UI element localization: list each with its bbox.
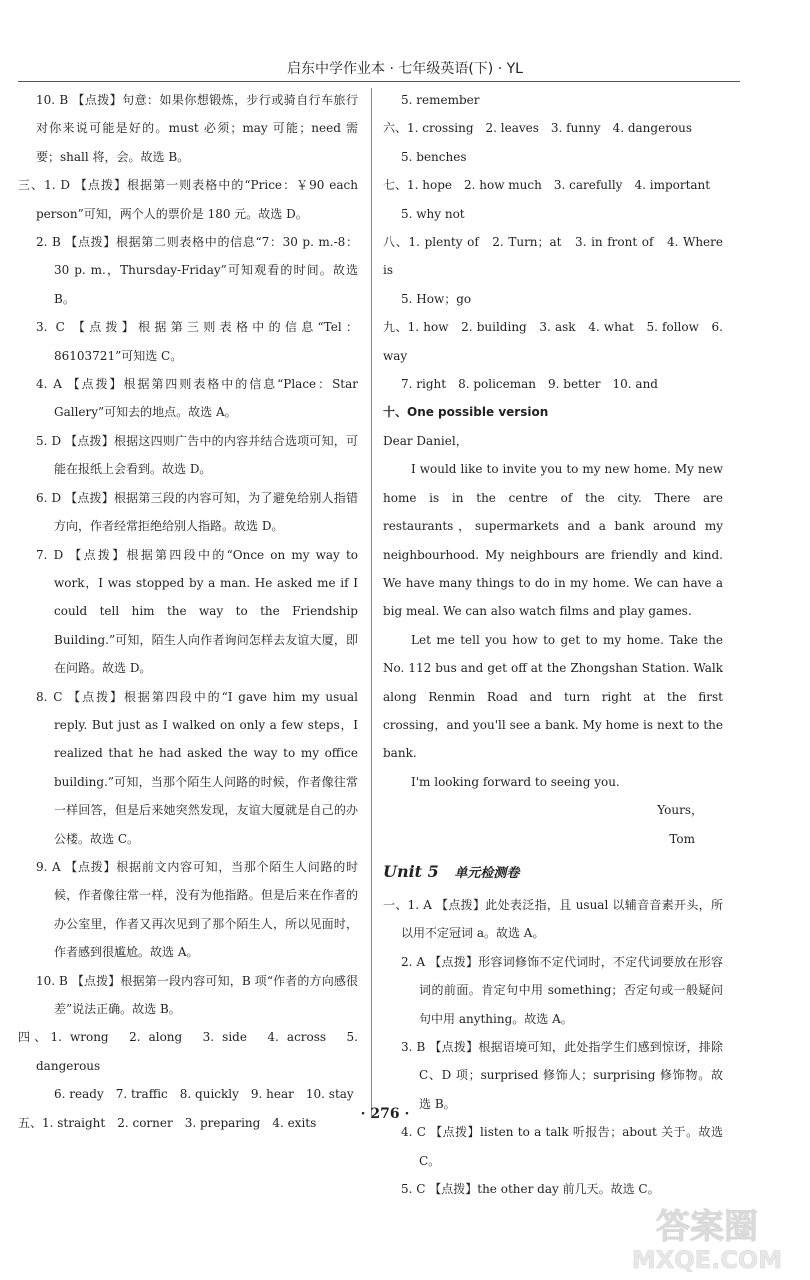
- essay-paragraph: I'm looking forward to seeing you.: [411, 774, 620, 789]
- essay-closing: Yours，: [657, 803, 703, 818]
- answer-line: 5. D 【点拨】根据这四则广告中的内容并结合选项可知，可能在报纸上会看到。故选 D。: [36, 433, 358, 477]
- answer-line: 七、1. hope 2. how much 3. carefully 4. important: [383, 178, 711, 193]
- answer-line: 一、1. A 【点拨】此处表泛指，且 usual 以辅音音素开头，所以用不定冠词 a。故选 A。: [383, 897, 723, 941]
- answer-line: 4. A 【点拨】根据第四则表格中的信息“Place：Star Gallery”可知去的地点。故选 A。: [36, 377, 358, 420]
- page-header: 启东中学作业本 · 七年级英语(下) · YL: [287, 61, 523, 77]
- right-column: [383, 86, 723, 1203]
- watermark-text: 答案圈: [656, 1207, 758, 1247]
- answer-line: 3. B 【点拨】根据语境可知，此处指学生们感到惊讶，排除 C、D 项；surprised 修饰人；surprising 修饰物。故选 B。: [401, 1040, 723, 1111]
- page-number: · 276 ·: [360, 1106, 410, 1122]
- header-rule: [18, 81, 740, 82]
- answer-line: 2. B 【点拨】根据第二则表格中的信息“7：30 p. m.-8：30 p. m.，Thursday-Friday”可知观看的时间。故选 B。: [36, 235, 358, 306]
- essay-heading: 十、One possible version: [383, 405, 549, 420]
- answer-line: 6. D 【点拨】根据第三段的内容可知，为了避免给别人指错方向，作者经常拒绝给别人指路。故选 D。: [36, 490, 358, 534]
- answer-line: 5. why not: [401, 206, 465, 221]
- answer-line: 八、1. plenty of 2. Turn；at 3. in front of 4. Where is: [383, 235, 723, 278]
- answer-line: 9. A 【点拨】根据前文内容可知，当那个陌生人问路的时候，作者像往常一样，没有为他指路。但是后来在作者的办公室里，作者又再次见到了那个陌生人，所以见面时，作者感到很尴尬。故选 A。: [36, 859, 358, 960]
- answer-line: 10. B 【点拨】根据第一段内容可知，B 项“作者的方向感很差”说法正确。故选 B。: [36, 973, 358, 1016]
- answer-line: 5. benches: [401, 149, 467, 164]
- essay-paragraph: I would like to invite you to my new home. My new home is in the centre of the city. There are restaurants，supermarkets and a bank around my neighbourhood. My neighbours are friendly and kind. We have many things to do in my home. We can have a big meal. We can also watch films and play games.: [383, 462, 723, 619]
- column-divider: [371, 88, 372, 1116]
- answer-line: 4. C 【点拨】listen to a talk 听报告；about 关于。故选 C。: [401, 1125, 723, 1168]
- answer-line: 6. ready 7. traffic 8. quickly 9. hear 10. stay: [54, 1087, 354, 1102]
- answer-line: 5. C 【点拨】the other day 前几天。故选 C。: [401, 1182, 660, 1197]
- answer-line: 五、1. straight 2. corner 3. preparing 4. exits: [18, 1115, 317, 1130]
- watermark-url: MXQE.COM: [631, 1246, 783, 1274]
- answer-line: 7. D 【点拨】根据第四段中的“Once on my way to work，I was stopped by a man. He asked me if I could tell him the way to the Friendship Building.”可知，陌生人向作者询问怎样去友谊大厦，即在问路。故选 D。: [36, 547, 358, 676]
- answer-line: 六、1. crossing 2. leaves 3. funny 4. dangerous: [383, 121, 693, 136]
- answer-line: 三、1. D 【点拨】根据第一则表格中的“Price：￥90 each person”可知，两个人的票价是 180 元。故选 D。: [18, 178, 358, 221]
- essay-salutation: Dear Daniel，: [383, 433, 468, 448]
- site-watermark: [612, 1198, 802, 1274]
- answer-line: 7. right 8. policeman 9. better 10. and: [401, 377, 658, 392]
- unit-subtitle: 单元检测卷: [454, 865, 520, 881]
- unit-title: Unit 5: [383, 861, 439, 881]
- essay-signature: Tom: [669, 831, 695, 846]
- answer-line: 2. A 【点拨】形容词修饰不定代词时，不定代词要放在形容词的前面。肯定句中用 something；否定句或一般疑问句中用 anything。故选 A。: [401, 954, 723, 1026]
- answer-line: 5. remember: [401, 93, 480, 107]
- left-column: [18, 86, 358, 1137]
- answer-line: 8. C 【点拨】根据第四段中的“I gave him my usual reply. But just as I walked on only a few steps，I realized that he had asked the way to my office building.”可知，当那个陌生人问路的时候，作者像往常一样回答，但是后来她突然发现，友谊大厦就是自己的办公楼。故选 C。: [36, 689, 358, 846]
- answer-line: 四、1. wrong 2. along 3. side 4. across 5. dangerous: [18, 1030, 358, 1073]
- answer-line: 九、1. how 2. building 3. ask 4. what 5. follow 6. way: [383, 320, 723, 363]
- answer-line: 10. B 【点拨】句意：如果你想锻炼，步行或骑自行车旅行对你来说可能是好的。must 必须；may 可能；need 需要；shall 将，会。故选 B。: [36, 93, 358, 164]
- answer-line: 5. How；go: [401, 291, 472, 306]
- answer-line: 3. C 【点拨】根据第三则表格中的信息“Tel：86103721”可知选 C。: [36, 320, 358, 363]
- essay-paragraph: Let me tell you how to get to my home. Take the No. 112 bus and get off at the Zhongshan Station. Walk along Renmin Road and turn right at the first crossing，and you'll see a bank. My home is next to the bank.: [383, 632, 723, 761]
- unit-heading: [383, 857, 723, 889]
